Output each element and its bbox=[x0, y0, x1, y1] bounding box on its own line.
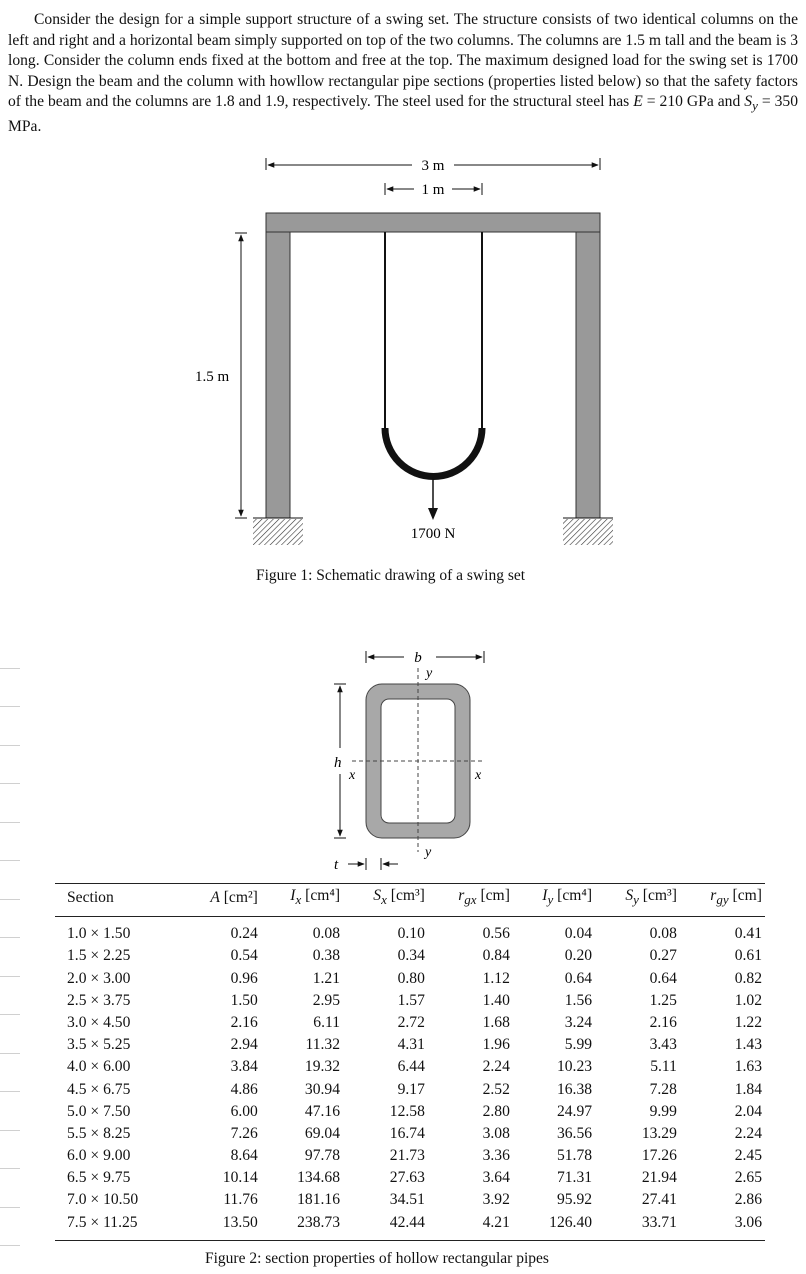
column-header: $I_x$ [cm⁴] bbox=[261, 884, 343, 917]
table-cell: 7.28 bbox=[649, 1080, 677, 1098]
table-cell: 16.38 bbox=[556, 1080, 593, 1098]
table-cell: 0.08 bbox=[649, 925, 677, 943]
column-header: $S_x$ [cm³] bbox=[343, 884, 428, 917]
table-row bbox=[55, 967, 765, 989]
table-cell: 1.02 bbox=[734, 991, 762, 1009]
table-cell: 3.92 bbox=[482, 1191, 510, 1209]
table-row bbox=[55, 1167, 765, 1189]
table-cell: 6.44 bbox=[397, 1058, 425, 1076]
table-cell: 0.24 bbox=[230, 925, 258, 943]
table-cell: 3.08 bbox=[482, 1124, 510, 1142]
table-cell: 6.11 bbox=[313, 1013, 341, 1031]
beam bbox=[266, 213, 600, 232]
table-cell: 1.43 bbox=[734, 1036, 762, 1054]
table-row bbox=[55, 1101, 765, 1123]
table-cell: 0.80 bbox=[397, 969, 425, 987]
column-header: $I_y$ [cm⁴] bbox=[513, 884, 595, 917]
problem-statement: Consider the design for a simple support structure of a swing set. The structure consists of two identical columns on the left and right and a horizontal beam simply supported on top of the two columns. The columns are 1.5 m tall and the beam is 3 long. Consider the column ends fixed at the bottom and free at the top. The maximum designed load for the swing set is 1700 N. Design the beam and the column with howllow rectangular pipe sections (properties listed below) so that the safety factors of the beam and the columns are 1.8 and 1.9, respectively. The steel used for the structural steel has E = 210 GPa and $S_y = 350$ MPa. bbox=[8, 11, 799, 136]
table-cell: 4.86 bbox=[230, 1080, 258, 1098]
table-cell: 2.16 bbox=[230, 1013, 258, 1031]
table-cell: 2.5 × 3.75 bbox=[67, 991, 131, 1009]
table-cell: 1.57 bbox=[397, 991, 425, 1009]
thickness-symbol: t bbox=[334, 857, 339, 873]
table-cell: 181.16 bbox=[297, 1191, 341, 1209]
column-header: A [cm²] bbox=[182, 884, 261, 917]
table-cell: 0.96 bbox=[230, 969, 258, 987]
table-cell: 134.68 bbox=[297, 1169, 341, 1187]
table-cell: 1.0 × 1.50 bbox=[67, 925, 131, 943]
figure1-caption: Figure 1: Schematic drawing of a swing set bbox=[256, 567, 526, 584]
table-cell: 0.82 bbox=[734, 969, 762, 987]
left-ground-hatch bbox=[253, 519, 303, 545]
table-cell: 9.17 bbox=[397, 1080, 425, 1098]
table-cell: 6.5 × 9.75 bbox=[67, 1169, 131, 1187]
table-cell: 27.41 bbox=[641, 1191, 677, 1209]
table-cell: 2.65 bbox=[734, 1169, 762, 1187]
table-cell: 12.58 bbox=[389, 1102, 425, 1120]
table-cell: 0.34 bbox=[397, 947, 425, 965]
table-header-row bbox=[55, 884, 765, 917]
table-row bbox=[55, 1034, 765, 1056]
table-cell: 21.94 bbox=[641, 1169, 677, 1187]
table-cell: 2.52 bbox=[482, 1080, 510, 1098]
table-row bbox=[55, 1212, 765, 1241]
table-cell: 2.24 bbox=[482, 1058, 510, 1076]
table-cell: 19.32 bbox=[304, 1058, 341, 1076]
table-cell: 126.40 bbox=[513, 1212, 595, 1241]
swing-width-label: 1 m bbox=[421, 182, 445, 198]
table-row bbox=[55, 1145, 765, 1167]
table-body bbox=[55, 917, 765, 1241]
table-cell: 2.0 × 3.00 bbox=[67, 969, 131, 987]
table-cell: 4.21 bbox=[428, 1212, 513, 1241]
table-cell: 1.12 bbox=[482, 969, 510, 987]
table-cell: 3.0 × 4.50 bbox=[67, 1013, 131, 1031]
table-cell: 238.73 bbox=[261, 1212, 343, 1241]
table-cell: 5.0 × 7.50 bbox=[67, 1102, 131, 1120]
table-row bbox=[55, 917, 765, 946]
table-row bbox=[55, 945, 765, 967]
table-row bbox=[55, 1189, 765, 1211]
table-cell: 4.5 × 6.75 bbox=[67, 1080, 131, 1098]
table-cell: 1.63 bbox=[734, 1058, 762, 1076]
table-row bbox=[55, 1078, 765, 1100]
table-cell: 2.86 bbox=[734, 1191, 762, 1209]
table-cell: 0.64 bbox=[564, 969, 593, 987]
table-row bbox=[55, 1056, 765, 1078]
load-label: 1700 N bbox=[410, 526, 456, 542]
right-column bbox=[576, 232, 600, 518]
table-cell: 2.16 bbox=[649, 1013, 677, 1031]
table-cell: 27.63 bbox=[389, 1169, 425, 1187]
table-cell: 1.50 bbox=[230, 991, 258, 1009]
swing-seat bbox=[385, 428, 482, 476]
table-cell: 71.31 bbox=[556, 1169, 593, 1187]
table-cell: 10.23 bbox=[556, 1058, 593, 1076]
table-cell: 3.84 bbox=[230, 1058, 258, 1076]
table-cell: 1.84 bbox=[734, 1080, 762, 1098]
table-cell: 17.26 bbox=[641, 1147, 677, 1165]
figure2-caption: Figure 2: section properties of hollow rectangular pipes bbox=[205, 1250, 549, 1267]
column-header: Section bbox=[55, 884, 182, 917]
table-cell: 24.97 bbox=[556, 1102, 593, 1120]
right-ground-hatch bbox=[563, 519, 613, 545]
table-cell: 1.40 bbox=[482, 991, 510, 1009]
table-cell: 34.51 bbox=[389, 1191, 425, 1209]
table-row bbox=[55, 1123, 765, 1145]
table-cell: 8.64 bbox=[230, 1147, 258, 1165]
table-cell: 2.72 bbox=[397, 1013, 425, 1031]
table-cell: 1.22 bbox=[734, 1013, 762, 1031]
table-cell: 2.04 bbox=[734, 1102, 762, 1120]
table-cell: 95.92 bbox=[556, 1191, 593, 1209]
table-cell: 6.0 × 9.00 bbox=[67, 1147, 131, 1165]
x-axis-label-right: x bbox=[475, 768, 482, 783]
column-header: $r_{gy}$ [cm] bbox=[680, 884, 765, 917]
span-dimension-label: 3 m bbox=[421, 158, 445, 174]
table-cell: 0.38 bbox=[312, 947, 341, 965]
table-cell: 51.78 bbox=[556, 1147, 593, 1165]
table-cell: 1.96 bbox=[482, 1036, 510, 1054]
table-cell: 7.5 × 11.25 bbox=[55, 1212, 182, 1241]
table-cell: 11.32 bbox=[305, 1036, 341, 1054]
table-cell: 0.84 bbox=[482, 947, 510, 965]
table-cell: 1.21 bbox=[312, 969, 341, 987]
width-symbol: b bbox=[414, 650, 422, 666]
table-cell: 2.94 bbox=[230, 1036, 258, 1054]
table-cell: 1.56 bbox=[564, 991, 593, 1009]
table-cell: 16.74 bbox=[389, 1124, 425, 1142]
table-cell: 0.10 bbox=[397, 925, 425, 943]
table-row bbox=[55, 990, 765, 1012]
y-axis-label-top: y bbox=[426, 666, 433, 681]
table-cell: 10.14 bbox=[222, 1169, 258, 1187]
height-symbol: h bbox=[334, 755, 342, 771]
column-header: $S_y$ [cm³] bbox=[595, 884, 680, 917]
table-cell: 5.11 bbox=[650, 1058, 677, 1076]
table-cell: 9.99 bbox=[649, 1102, 677, 1120]
table-cell: 2.24 bbox=[734, 1124, 762, 1142]
table-cell: 3.43 bbox=[649, 1036, 677, 1054]
section-properties-table bbox=[55, 883, 765, 1241]
table-cell: 0.64 bbox=[649, 969, 677, 987]
table-cell: 7.26 bbox=[230, 1124, 258, 1142]
table-cell: 6.00 bbox=[230, 1102, 258, 1120]
table-cell: 7.0 × 10.50 bbox=[67, 1191, 139, 1209]
y-axis-label-bottom: y bbox=[425, 845, 432, 860]
table-cell: 0.61 bbox=[734, 947, 762, 965]
cross-section-figure bbox=[334, 650, 484, 873]
table-cell: 0.27 bbox=[649, 947, 677, 965]
table-cell: 2.45 bbox=[734, 1147, 762, 1165]
table-cell: 3.64 bbox=[482, 1169, 510, 1187]
table-cell: 2.95 bbox=[312, 991, 341, 1009]
table-cell: 5.99 bbox=[564, 1036, 593, 1054]
table-cell: 3.24 bbox=[564, 1013, 593, 1031]
table-cell: 3.5 × 5.25 bbox=[67, 1036, 131, 1054]
table-cell: 97.78 bbox=[304, 1147, 341, 1165]
margin-ruler bbox=[0, 630, 20, 1246]
x-axis-label-left: x bbox=[349, 768, 356, 783]
table-cell: 1.5 × 2.25 bbox=[67, 947, 131, 965]
table-cell: 0.04 bbox=[564, 925, 593, 943]
table-cell: 36.56 bbox=[556, 1124, 593, 1142]
table-cell: 4.0 × 6.00 bbox=[67, 1058, 131, 1076]
table-cell: 11.76 bbox=[223, 1191, 258, 1209]
table-row bbox=[55, 1012, 765, 1034]
table-cell: 5.5 × 8.25 bbox=[67, 1124, 131, 1142]
table-cell: 69.04 bbox=[304, 1124, 341, 1142]
table-cell: 0.08 bbox=[312, 925, 341, 943]
column-header: $r_{gx}$ [cm] bbox=[428, 884, 513, 917]
table-cell: 30.94 bbox=[304, 1080, 341, 1098]
table-cell: 2.80 bbox=[482, 1102, 510, 1120]
table-cell: 1.68 bbox=[482, 1013, 510, 1031]
table-cell: 33.71 bbox=[595, 1212, 680, 1241]
table-cell: 0.56 bbox=[482, 925, 510, 943]
table-cell: 47.16 bbox=[304, 1102, 341, 1120]
table-cell: 13.50 bbox=[182, 1212, 261, 1241]
table-cell: 13.29 bbox=[641, 1124, 677, 1142]
table-cell: 0.41 bbox=[734, 925, 762, 943]
table-cell: 1.25 bbox=[649, 991, 677, 1009]
column-height-label: 1.5 m bbox=[195, 369, 230, 385]
table-cell: 4.31 bbox=[397, 1036, 425, 1054]
swing-set-figure bbox=[194, 158, 613, 545]
table-cell: 21.73 bbox=[389, 1147, 425, 1165]
table-cell: 42.44 bbox=[343, 1212, 428, 1241]
table-cell: 3.06 bbox=[680, 1212, 765, 1241]
table-cell: 3.36 bbox=[482, 1147, 510, 1165]
table-cell: 0.20 bbox=[564, 947, 593, 965]
left-column bbox=[266, 232, 290, 518]
table-cell: 0.54 bbox=[230, 947, 258, 965]
